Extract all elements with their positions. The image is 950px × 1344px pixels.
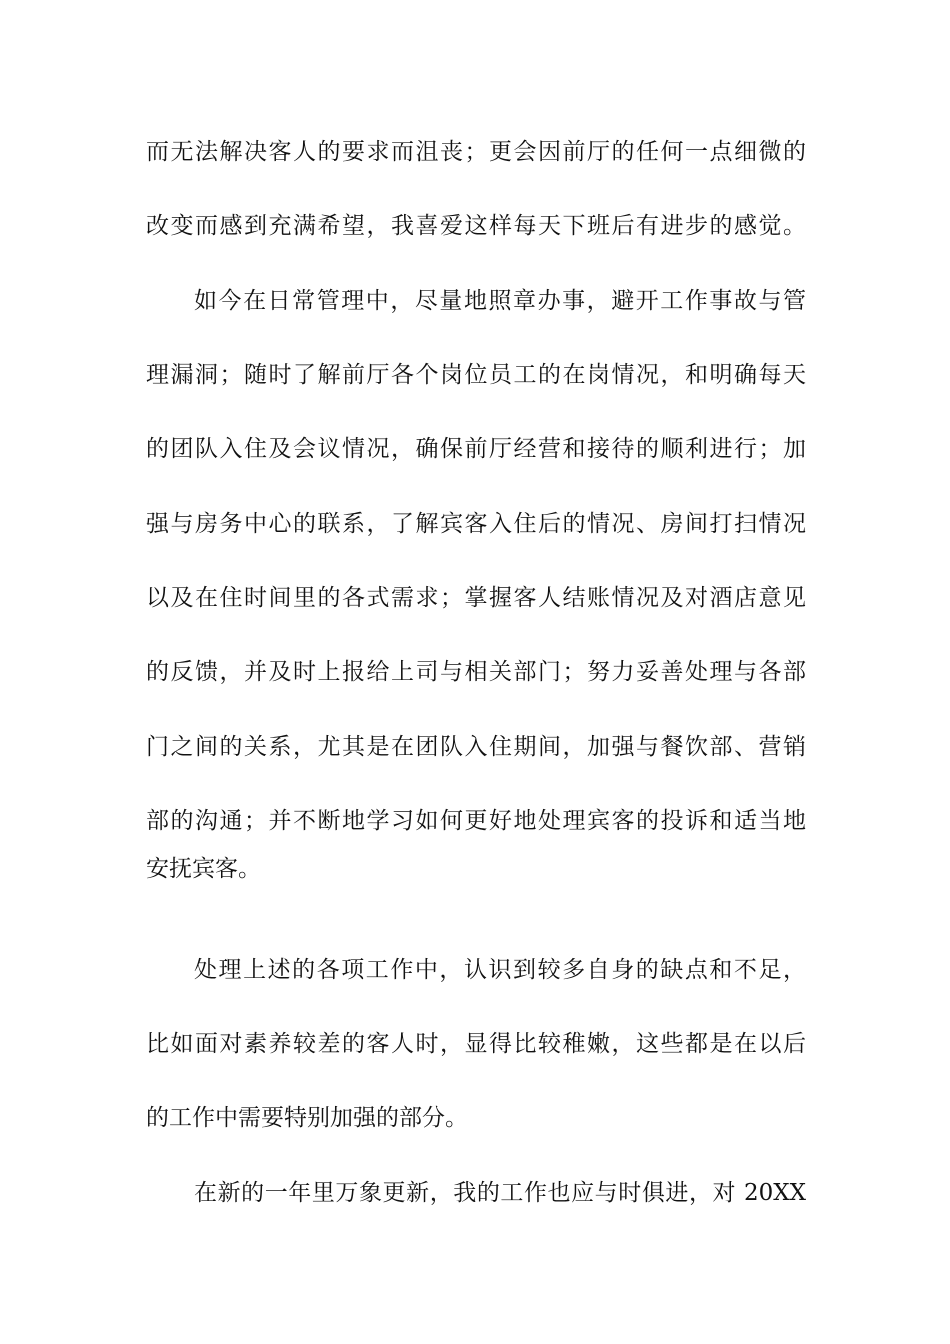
paragraph-last-line: 安抚宾客。 — [146, 856, 261, 882]
paragraph-first-line: 如今在日常管理中，尽量地照章办事，避开工作事故与管 — [194, 288, 806, 314]
text-line: 的反馈，并及时上报给上司与相关部门；努力妥善处理与各部 — [146, 659, 806, 685]
text-line: 改变而感到充满希望，我喜爱这样每天下班后有进步的感觉。 — [146, 213, 806, 239]
text-line: 比如面对素养较差的客人时，显得比较稚嫩，这些都是在以后 — [146, 1031, 806, 1057]
paragraph-last-line: 的工作中需要特别加强的部分。 — [146, 1105, 468, 1131]
text-line: 而无法解决客人的要求而沮丧；更会因前厅的任何一点细微的 — [146, 139, 806, 165]
paragraph-first-line: 处理上述的各项工作中，认识到较多自身的缺点和不足， — [194, 957, 806, 983]
text-line: 门之间的关系，尤其是在团队入住期间，加强与餐饮部、营销 — [146, 734, 806, 760]
text-line: 的团队入住及会议情况，确保前厅经营和接待的顺利进行；加 — [146, 436, 806, 462]
paragraph-first-line: 在新的一年里万象更新，我的工作也应与时俱进，对 20XX — [194, 1180, 806, 1206]
text-line: 部的沟通；并不断地学习如何更好地处理宾客的投诉和适当地 — [146, 808, 806, 834]
text-line: 强与房务中心的联系，了解宾客入住后的情况、房间打扫情况 — [146, 511, 806, 537]
text-line: 理漏洞；随时了解前厅各个岗位员工的在岗情况，和明确每天 — [146, 362, 806, 388]
text-line: 以及在住时间里的各式需求；掌握客人结账情况及对酒店意见 — [146, 585, 806, 611]
